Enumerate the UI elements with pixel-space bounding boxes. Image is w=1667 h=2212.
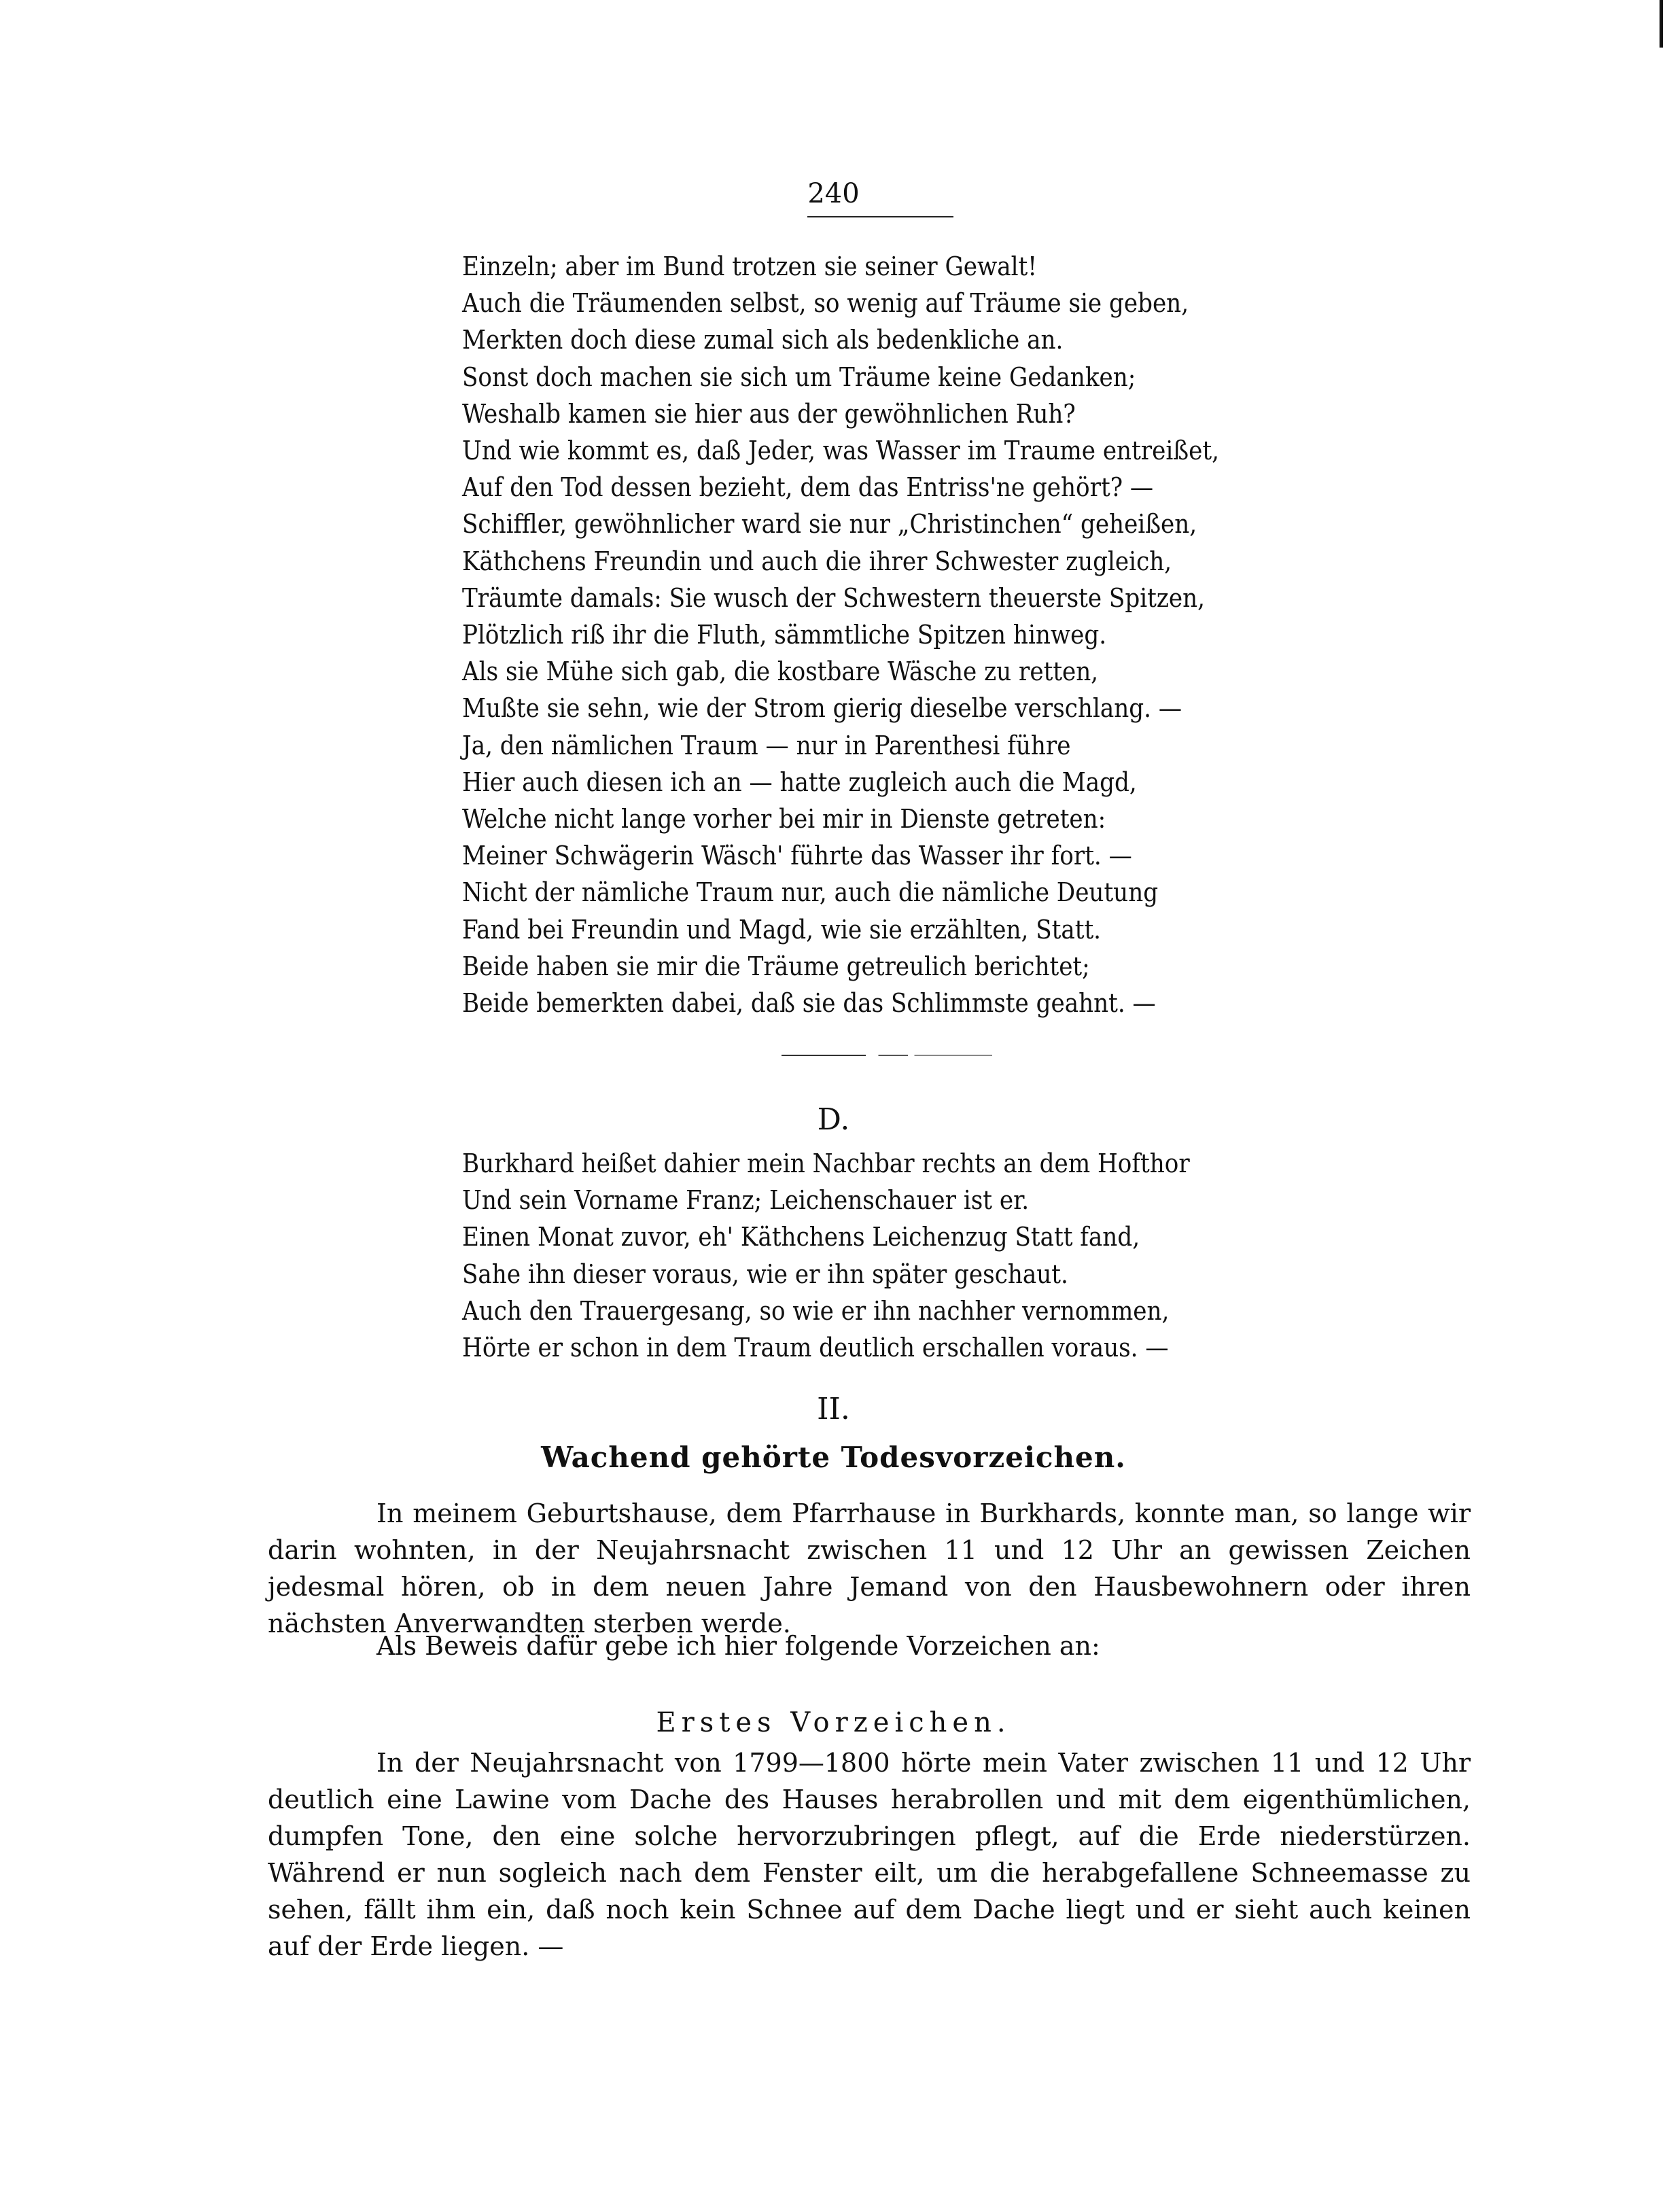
paragraph-2-text: Als Beweis dafür gebe ich hier folgende Vorzeichen an:	[376, 1631, 1100, 1661]
paragraph-3	[268, 1744, 1471, 1965]
page-number: 240	[807, 178, 860, 209]
page-number-rule	[807, 216, 953, 217]
verse-line: Ja, den nämlichen Traum — nur in Parenthesi führe	[462, 730, 1071, 760]
verse-line: Schiffler, gewöhnlicher ward sie nur „Christinchen“ geheißen,	[462, 509, 1197, 540]
poem-continued	[462, 248, 1219, 1021]
paragraph-2	[268, 1628, 1471, 1664]
section-d-poem	[462, 1145, 1190, 1366]
verse-line: Merkten doch diese zumal sich als bedenkliche an.	[462, 325, 1064, 355]
verse-line: Meiner Schwägerin Wäsch' führte das Wasser ihr fort. —	[462, 841, 1132, 871]
verse-line: Beide haben sie mir die Träume getreulich berichtet;	[462, 951, 1090, 981]
verse-line: Als sie Mühe sich gab, die kostbare Wäsche zu retten,	[462, 656, 1099, 687]
verse-line: Sonst doch machen sie sich um Träume keine Gedanken;	[462, 362, 1136, 392]
verse-line: Auf den Tod dessen bezieht, dem das Entriss'ne gehört? —	[462, 472, 1154, 503]
paragraph-3-text: In der Neujahrsnacht von 1799—1800 hörte mein Vater zwischen 11 und 12 Uhr deutlich eine Lawine vom Dache des Hauses herabrollen und mit dem eigenthümlichen, dumpfen Tone, den eine solche hervorzubringen pflegt, auf die Erde niederstürzen. Während er nun sogleich nach dem Fenster eilt, um die herabgefallene Schneemasse zu sehen, fällt ihm ein, daß noch kein Schnee auf dem Dache liegt und er sieht auch keinen auf der Erde liegen. —	[268, 1748, 1471, 1961]
verse-line: Sahe ihn dieser voraus, wie er ihn später geschaut.	[462, 1259, 1068, 1289]
section-ii-heading: Wachend gehörte Todesvorzeichen.	[541, 1441, 1126, 1474]
verse-line: Träumte damals: Sie wusch der Schwestern theuerste Spitzen,	[462, 582, 1206, 613]
verse-line: Fand bei Freundin und Magd, wie sie erzählten, Statt.	[462, 914, 1102, 945]
scan-edge-mark	[1660, 0, 1663, 48]
verse-line: Einen Monat zuvor, eh' Käthchens Leichenzug Statt fand,	[462, 1222, 1140, 1252]
verse-line: Hier auch diesen ich an — hatte zugleich auch die Magd,	[462, 767, 1137, 797]
verse-line: Burkhard heißet dahier mein Nachbar rechts an dem Hofthor	[462, 1148, 1190, 1178]
section-ii-label: II.	[817, 1392, 850, 1426]
verse-line: Welche nicht lange vorher bei mir in Dienste getreten:	[462, 804, 1106, 835]
verse-line: Und sein Vorname Franz; Leichenschauer ist er.	[462, 1185, 1030, 1216]
verse-line: Käthchens Freundin und auch die ihrer Schwester zugleich,	[462, 546, 1172, 576]
verse-line: Auch den Trauergesang, so wie er ihn nachher vernommen,	[462, 1295, 1170, 1326]
section-divider	[782, 1055, 992, 1056]
verse-line: Nicht der nämliche Traum nur, auch die nämliche Deutung	[462, 877, 1159, 908]
verse-line: Auch die Träumenden selbst, so wenig auf Träume sie geben,	[462, 288, 1189, 319]
verse-line: Weshalb kamen sie hier aus der gewöhnlichen Ruh?	[462, 398, 1076, 429]
verse-line: Und wie kommt es, daß Jeder, was Wasser im Traume entreißet,	[462, 436, 1219, 466]
paragraph-1-text: In meinem Geburtshause, dem Pfarrhause in Burkhards, konnte man, so lange wir darin wohnten, in der Neujahrsnacht zwischen 11 und 12 Uhr an gewissen Zeichen jedesmal hören, ob in dem neuen Jahre Jemand von den Hausbewohnern oder ihren nächsten Anverwandten sterben werde.	[268, 1498, 1471, 1638]
subheading-erstes-vorzeichen: Erstes Vorzeichen.	[656, 1707, 1011, 1738]
paragraph-1	[268, 1495, 1471, 1642]
verse-line: Einzeln; aber im Bund trotzen sie seiner Gewalt!	[462, 251, 1038, 281]
verse-line: Beide bemerkten dabei, daß sie das Schlimmste geahnt. —	[462, 988, 1156, 1019]
section-d-label: D.	[817, 1102, 850, 1137]
verse-line: Hörte er schon in dem Traum deutlich erschallen voraus. —	[462, 1333, 1169, 1363]
verse-line: Mußte sie sehn, wie der Strom gierig dieselbe verschlang. —	[462, 693, 1182, 724]
verse-line: Plötzlich riß ihr die Fluth, sämmtliche Spitzen hinweg.	[462, 620, 1107, 650]
